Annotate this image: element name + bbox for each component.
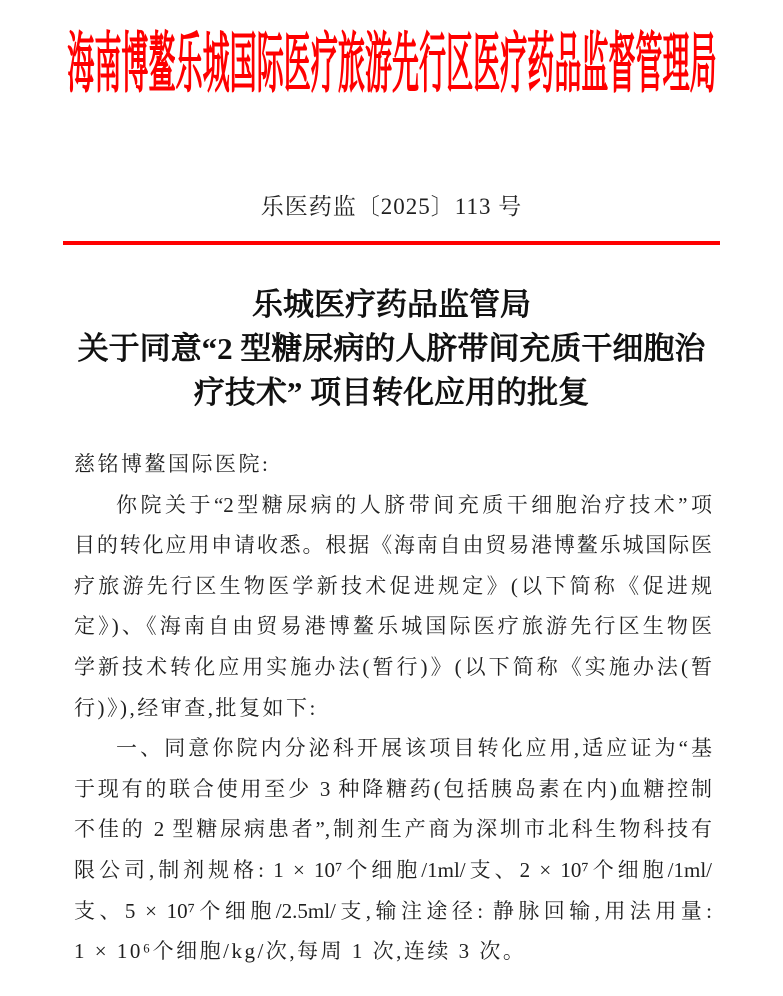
body-line: 定》)、《海南自由贸易港博鳌乐城国际医疗旅游先行区生物医 xyxy=(74,614,712,639)
body-line: 于现有的联合使用至少 3 种降糖药(包括胰岛素在内)血糖控制 xyxy=(74,776,712,801)
title-line-2: 关于同意“2 型糖尿病的人脐带间充质干细胞治 xyxy=(77,331,706,366)
document-body xyxy=(74,444,712,972)
salutation-line: 慈铭博鳌国际医院: xyxy=(74,452,271,476)
title-line-3: 疗技术” 项目转化应用的批复 xyxy=(193,375,590,410)
body-line: 学新技术转化应用实施办法(暂行)》(以下简称《实施办法(暂 xyxy=(74,654,712,679)
body-line: 1 × 10⁶个细胞/kg/次,每周 1 次,连续 3 次。 xyxy=(74,939,527,964)
body-line: 你院关于“2型糖尿病的人脐带间充质干细胞治疗技术”项 xyxy=(116,492,712,517)
body-line: 行)》),经审查,批复如下: xyxy=(74,695,318,720)
document-number: 乐医药监〔2025〕113 号 xyxy=(260,194,523,219)
body-line: 限公司,制剂规格: 1 × 10⁷个细胞/1ml/支、2 × 10⁷个细胞/1ml/ xyxy=(74,857,712,882)
document-title xyxy=(0,283,783,415)
title-line-1: 乐城医疗药品监管局 xyxy=(252,287,531,322)
agency-name-header: 海南博鳌乐城国际医疗旅游先行区医疗药品监督管理局 xyxy=(66,28,717,101)
body-line: 支、5 × 10⁷个细胞/2.5ml/支,输注途径: 静脉回输,用法用量: xyxy=(74,898,712,923)
body-line: 疗旅游先行区生物医学新技术促进规定》(以下简称《促进规 xyxy=(74,573,712,598)
letterhead-divider-line xyxy=(63,241,720,245)
letterhead xyxy=(0,0,783,130)
body-line: 目的转化应用申请收悉。根据《海南自由贸易港博鳌乐城国际医 xyxy=(74,533,712,558)
body-line: 一、同意你院内分泌科开展该项目转化应用,适应证为“基 xyxy=(116,736,712,761)
body-line: 不佳的 2 型糖尿病患者”,制剂生产商为深圳市北科生物科技有 xyxy=(74,817,712,842)
